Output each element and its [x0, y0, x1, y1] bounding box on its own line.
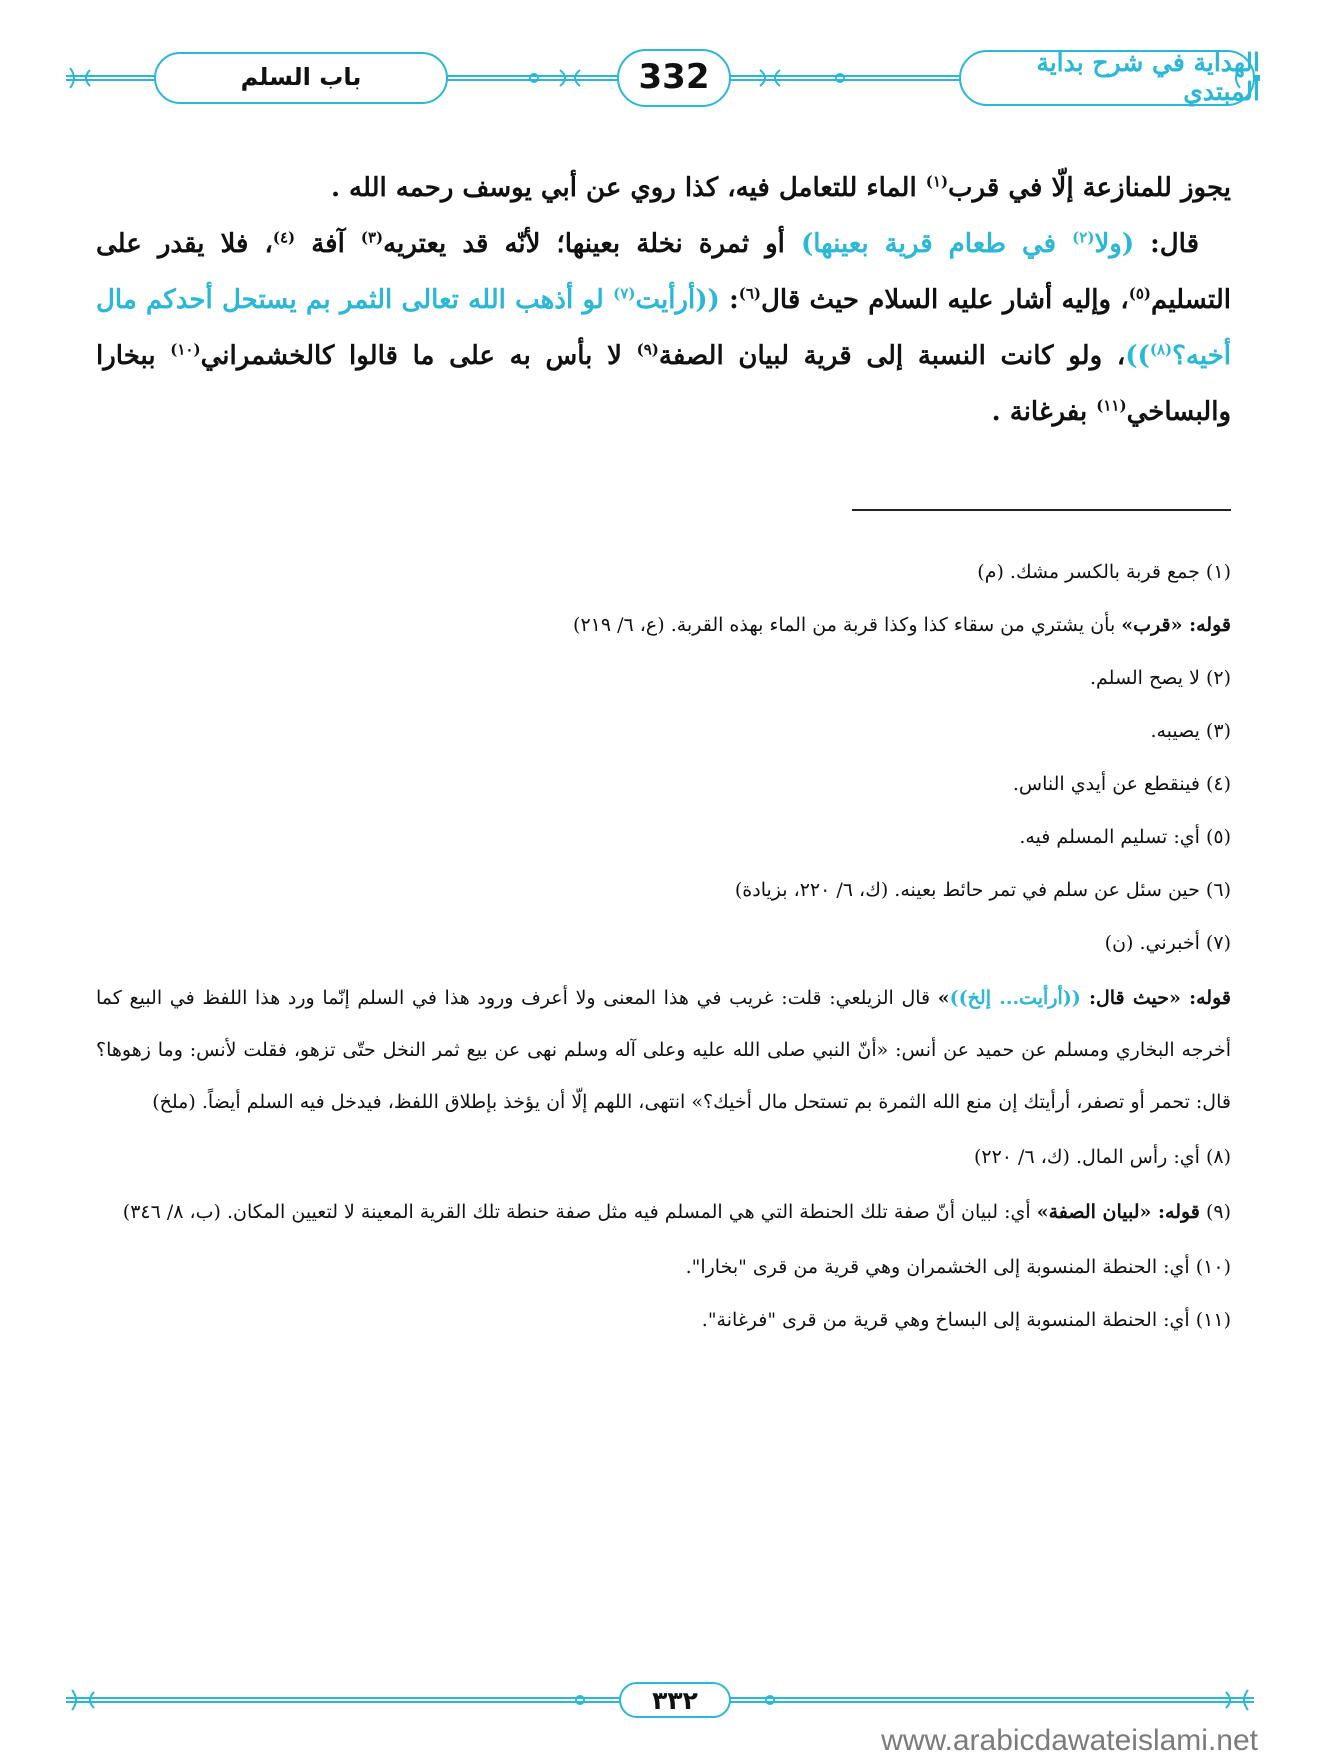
- hadith-reference: ((أرأيت... إلخ)): [949, 987, 1081, 1009]
- footnote-ref-11[interactable]: (١١): [1096, 396, 1127, 415]
- footnote-6: (٦) حين سئل عن سلم في تمر حائط بعينه. (ك، ٦/ ٢٢٠، بزيادة): [734, 879, 1231, 901]
- footnote-ref-5[interactable]: (٥): [1128, 284, 1152, 303]
- main-paragraph-2: قال: (ولا$^{(٢)}$ في طعام قرية بعينها) أو ثمرة نخلة بعينها؛ لأنّه قد يعتريه$^{(٣)}$ آفة $^{(٤)}$، فلا يقدر على التسليم$^{(٥)}$، وإليه أشار عليه السلام حيث قال$^{(٦)}$: ((أرأيت$^{(٧)}$ لو أذهب الله تعالى الثمر بم يستحل أحدكم مال أخيه؟$^{(٨)}$))، ولو كانت النسبة إلى قرية لبيان الصفة$^{(٩)}$ لا بأس به على ما قالوا كالخشمراني$^{(١٠)}$ ببخارا والبساخي$^{(١١)}$ بفرغانة .: [96, 228, 1231, 427]
- footnote-4: (٤) فينقطع عن أيدي الناس.: [1012, 773, 1231, 795]
- footnote-9: (٩) قوله: «لبيان الصفة» أي: لبيان أنّ صفة تلك الحنطة التي هي المسلم فيه مثل صفة حنطة تلك القرية المعينة لا لتعيين المكان. (ب، ٨/ ٣٤٦): [122, 1201, 1231, 1223]
- footnotes: [96, 548, 1231, 1349]
- footnote-ref-8[interactable]: (٨): [1149, 340, 1173, 359]
- footnote-10: (١٠) أي: الحنطة المنسوبة إلى الخشمران وهي قرية من قرى "بخارا".: [685, 1256, 1231, 1278]
- page-number: 332: [638, 57, 710, 97]
- footnote-ref-2[interactable]: (٢): [1072, 228, 1095, 247]
- footnote-3: (٣) يصيبه.: [1150, 720, 1231, 742]
- footnote-7-commentary: قوله: «حيث قال: ((أرأيت... إلخ))» قال الزيلعي: قلت: غريب في هذا المعنى ولا أعرف ورود هذا في السلم إنّما ورد هذا اللفظ في البيع كما أخرجه البخاري ومسلم عن حميد عن أنس: «أنّ النبي صلى الله عليه وعلى آله وسلم نهى عن بيع ثمر النخل حتّى تزهو، فقلت لأنس: وما زهوها؟ قال: تحمر أو تصفر، أرأيتك إن منع الله الثمرة بم تستحل مال أخيك؟» انتهى، اللهم إلّا أن يؤخذ بإطلاق اللفظ، فيدخل فيه السلم أيضاً. (ملخ): [96, 987, 1231, 1113]
- page-header: [60, 46, 1260, 110]
- main-paragraph-1: يجوز للمنازعة إلّا في قرب$^{(١)}$ الماء للتعامل فيه، كذا روي عن أبي يوسف رحمه الله .: [330, 172, 1231, 203]
- footnote-ref-6[interactable]: (٦): [738, 284, 761, 303]
- footnote-ref-1[interactable]: (١): [925, 172, 949, 191]
- footnote-1: (١) جمع قربة بالكسر مشك. (م): [977, 561, 1231, 583]
- footnote-ref-9[interactable]: (٩): [636, 340, 659, 359]
- footnote-ref-4[interactable]: (٤): [272, 228, 296, 247]
- footnote-5: (٥) أي: تسليم المسلم فيه.: [1019, 826, 1231, 848]
- website-watermark[interactable]: www.arabicdawateislami.net: [881, 1724, 1258, 1757]
- footnote-separator: [852, 509, 1231, 511]
- matn-quote: (ولا$^{(٢)}$ في طعام قرية بعينها): [800, 228, 1135, 259]
- footnote-ref-3[interactable]: (٣): [360, 228, 384, 247]
- book-title: الهداية في شرح بداية المبتدي: [1036, 48, 1260, 106]
- footer-page-number: ٣٣٢: [652, 1685, 698, 1715]
- hadith-quote: ((أرأيت$^{(٧)}$ لو أذهب الله تعالى الثمر بم يستحل أحدكم مال أخيه؟$^{(٨)}$)): [96, 284, 1231, 371]
- footnote-ref-7[interactable]: (٧): [613, 284, 636, 303]
- footnote-2: (٢) لا يصح السلم.: [1089, 667, 1231, 689]
- footnote-7: (٧) أخبرني. (ن): [1104, 932, 1231, 954]
- chapter-title: باب السلم: [240, 63, 362, 91]
- page-footer: [60, 1680, 1260, 1720]
- footnote-1-commentary: قوله: «قرب» بأن يشتري من سقاء كذا وكذا قربة من الماء بهذه القربة. (ع، ٦/ ٢١٩): [573, 614, 1231, 636]
- footnote-ref-10[interactable]: (١٠): [170, 340, 201, 359]
- footnote-11: (١١) أي: الحنطة المنسوبة إلى البساخ وهي قرية من قرى "فرغانة".: [701, 1309, 1231, 1331]
- main-text: [96, 160, 1231, 440]
- footnote-8: (٨) أي: رأس المال. (ك، ٦/ ٢٢٠): [973, 1146, 1231, 1168]
